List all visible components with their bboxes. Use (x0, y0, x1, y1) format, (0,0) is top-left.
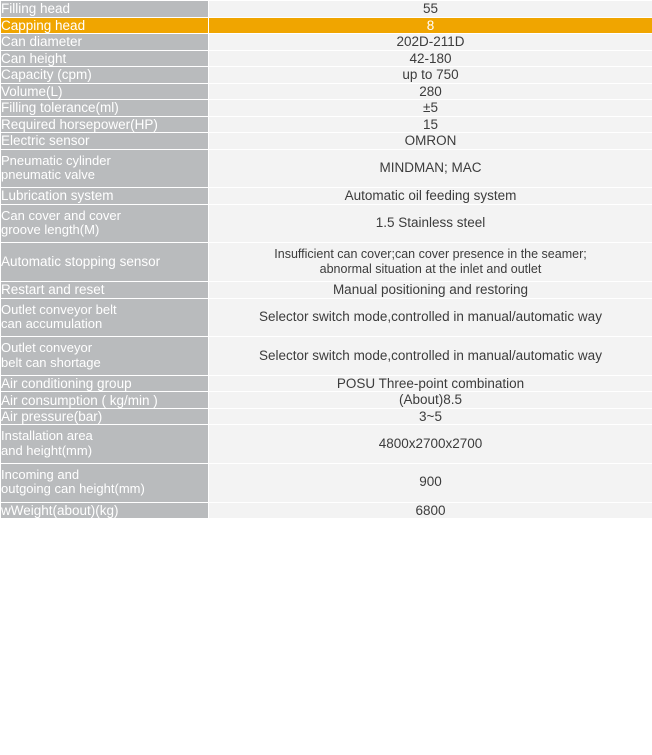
spec-label: Air pressure(bar) (1, 408, 209, 425)
spec-label: Automatic stopping sensor (1, 243, 209, 282)
spec-value: 202D-211D (209, 34, 652, 51)
spec-value: Selector switch mode,controlled in manual/automatic way (209, 298, 652, 337)
spec-value: Automatic oil feeding system (209, 188, 652, 205)
table-row (1, 375, 652, 392)
spec-label: Incoming and outgoing can height(mm) (1, 463, 209, 502)
table-row (1, 298, 652, 337)
spec-label: Restart and reset (1, 282, 209, 299)
spec-value: 8 (209, 17, 652, 34)
table-row (1, 133, 652, 150)
table-row (1, 149, 652, 188)
table-row (1, 392, 652, 409)
table-row (1, 425, 652, 464)
spec-label: Installation area and height(mm) (1, 425, 209, 464)
spec-label: wWeight(about)(kg) (1, 502, 209, 519)
spec-label: Filling head (1, 1, 209, 18)
spec-value: (About)8.5 (209, 392, 652, 409)
specification-table-body (1, 1, 652, 519)
table-row (1, 243, 652, 282)
spec-value: up to 750 (209, 67, 652, 84)
table-row (1, 502, 652, 519)
spec-value: POSU Three-point combination (209, 375, 652, 392)
spec-value: 1.5 Stainless steel (209, 204, 652, 243)
spec-value: OMRON (209, 133, 652, 150)
table-row (1, 116, 652, 133)
spec-value: MINDMAN; MAC (209, 149, 652, 188)
spec-label: Electric sensor (1, 133, 209, 150)
spec-label: Pneumatic cylinder pneumatic valve (1, 149, 209, 188)
spec-value: 55 (209, 1, 652, 18)
spec-value: 6800 (209, 502, 652, 519)
table-row (1, 100, 652, 117)
table-row (1, 67, 652, 84)
spec-label: Outlet conveyor belt can shortage (1, 337, 209, 376)
table-row (1, 50, 652, 67)
spec-value: 3~5 (209, 408, 652, 425)
table-row (1, 1, 652, 18)
table-row (1, 204, 652, 243)
spec-label: Air consumption ( kg/min ) (1, 392, 209, 409)
spec-label: Required horsepower(HP) (1, 116, 209, 133)
spec-label: Can height (1, 50, 209, 67)
spec-label: Outlet conveyor belt can accumulation (1, 298, 209, 337)
spec-label: Volume(L) (1, 83, 209, 100)
spec-value: 4800x2700x2700 (209, 425, 652, 464)
table-row (1, 337, 652, 376)
spec-label: Capping head (1, 17, 209, 34)
spec-label: Filling tolerance(ml) (1, 100, 209, 117)
spec-value: 15 (209, 116, 652, 133)
table-row (1, 34, 652, 51)
spec-label: Can diameter (1, 34, 209, 51)
spec-value: Selector switch mode,controlled in manual/automatic way (209, 337, 652, 376)
spec-value: Insufficient can cover;can cover presence in the seamer; abnormal situation at the inlet and outlet (209, 243, 652, 282)
spec-value: 42-180 (209, 50, 652, 67)
table-row (1, 408, 652, 425)
spec-label: Can cover and cover groove length(M) (1, 204, 209, 243)
spec-value: ±5 (209, 100, 652, 117)
spec-value: 280 (209, 83, 652, 100)
table-row (1, 17, 652, 34)
spec-value: Manual positioning and restoring (209, 282, 652, 299)
spec-label: Air conditioning group (1, 375, 209, 392)
table-row (1, 188, 652, 205)
table-row (1, 83, 652, 100)
spec-label: Lubrication system (1, 188, 209, 205)
spec-value: 900 (209, 463, 652, 502)
spec-label: Capacity (cpm) (1, 67, 209, 84)
table-row (1, 463, 652, 502)
table-row (1, 282, 652, 299)
